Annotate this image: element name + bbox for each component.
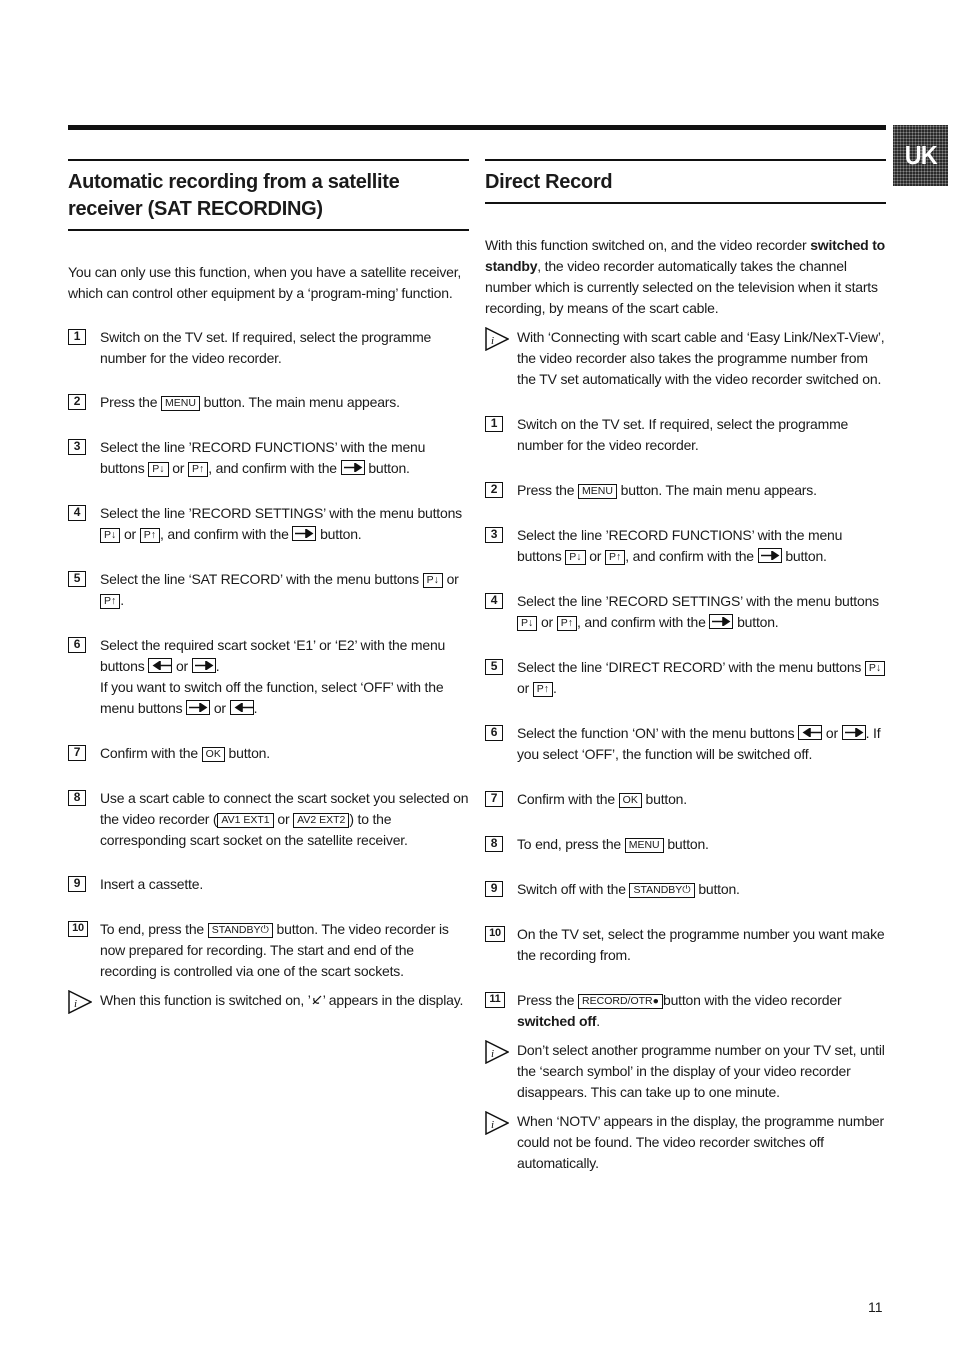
standby-key: STANDBY⏻ [208, 923, 273, 938]
right-arrow-key-icon [341, 460, 365, 475]
language-badge: UK [893, 125, 948, 186]
step-number: 1 [68, 329, 86, 345]
step-8: 8 To end, press the MENU button. [485, 834, 886, 855]
step-2: 2 Press the MENU button. The main menu appears. [485, 480, 886, 501]
step-7: 7 Confirm with the OK button. [68, 743, 469, 764]
p-down-key: P↓ [565, 550, 585, 565]
step-4: 4 Select the line ’RECORD SETTINGS’ with the menu buttons P↓ or P↑ , and confirm with the button. [485, 591, 886, 633]
section-title-block [68, 159, 469, 231]
step-10: 10 To end, press the STANDBY⏻ button. The video recorder is now prepared for recording. The start and end of the recording is controlled via one of the scart sockets. [68, 919, 469, 982]
step-2: 2 Press the MENU button. The main menu appears. [68, 392, 469, 413]
p-down-key: P↓ [148, 462, 168, 477]
right-arrow-key-icon [292, 526, 316, 541]
info-icon [485, 1111, 509, 1135]
page-number: 11 [868, 1299, 883, 1315]
step-number: 1 [485, 416, 503, 432]
svg-text:i: i [491, 1119, 494, 1131]
intro-text: You can only use this function, when you have a satellite receiver, which can control other equipment by a ‘program-ming’ function. [68, 264, 462, 301]
info-note: i With ‘Connecting with scart cable and ‘Easy Link/NexT-View’, the video recorder also takes the programme number from the TV set automatically with the video recorder switched on. [485, 327, 886, 390]
step-number: 9 [68, 876, 86, 892]
step-5: 5 Select the line ‘DIRECT RECORD’ with the menu buttons P↓ or P↑ . [485, 657, 886, 699]
info-icon [485, 1040, 509, 1064]
av1-key: AV1 EXT1 [217, 813, 273, 828]
step-9: 9 Switch off with the STANDBY⏻ button. [485, 879, 886, 900]
right-arrow-key-icon [709, 614, 733, 629]
p-down-key: P↓ [100, 528, 120, 543]
right-arrow-key-icon [186, 700, 210, 715]
info-note: i When ‘NOTV’ appears in the display, the programme number could not be found. The video recorder switches off automatically. [485, 1111, 886, 1174]
right-arrow-key-icon [758, 548, 782, 563]
step-4: 4 Select the line ’RECORD SETTINGS’ with the menu buttons P↓ or P↑ , and confirm with the button. [68, 503, 469, 545]
section-title-block [485, 159, 886, 204]
step-5: 5 Select the line ‘SAT RECORD’ with the menu buttons P↓ or P↑ . [68, 569, 469, 611]
menu-key: MENU [625, 838, 664, 853]
av2-key: AV2 EXT2 [293, 813, 349, 828]
p-up-key: P↑ [140, 528, 160, 543]
p-up-key: P↑ [605, 550, 625, 565]
step-number: 3 [68, 439, 86, 455]
step-number: 6 [68, 637, 86, 653]
right-arrow-key-icon [842, 725, 866, 740]
step-1: 1 Switch on the TV set. If required, select the programme number for the video recorder. [68, 327, 469, 369]
p-up-key: P↑ [557, 616, 577, 631]
step-number: 2 [485, 482, 503, 498]
step-7: 7 Confirm with the OK button. [485, 789, 886, 810]
sat-recording-section [68, 159, 469, 1011]
section-title: Direct Record [485, 171, 613, 193]
step-number: 3 [485, 527, 503, 543]
step-number: 4 [68, 505, 86, 521]
menu-key: MENU [578, 484, 617, 499]
step-6: 6 Select the required scart socket ‘E1’ or ‘E2’ with the menu buttons or . If you want to switch off the function, select ‘OFF’ with the menu buttons or . [68, 635, 469, 719]
left-arrow-key-icon [148, 658, 172, 673]
step-11: 11 Press the RECORD/OTR● button with the video recorder switched off. [485, 990, 886, 1032]
step-number: 7 [485, 791, 503, 807]
sat-recording-symbol-icon [311, 994, 323, 1006]
section-title: Automatic recording from a satellite receiver (SAT RECORDING) [68, 171, 400, 220]
top-rule [68, 125, 886, 130]
step-number: 5 [485, 659, 503, 675]
step-number: 7 [68, 745, 86, 761]
step-9: 9 Insert a cassette. [68, 874, 469, 895]
svg-text:i: i [74, 998, 77, 1010]
ok-key: OK [619, 793, 642, 808]
step-number: 6 [485, 725, 503, 741]
info-note: i When this function is switched on, ’ ’ appears in the display. [68, 990, 469, 1011]
step-number: 4 [485, 593, 503, 609]
step-1: 1 Switch on the TV set. If required, select the programme number for the video recorder. [485, 414, 886, 456]
intro-text: With this function switched on, and the video recorder switched to standby, the video recorder automatically takes the channel number which is currently selected on the television when it starts recording, by means of the scart cable. [485, 237, 886, 316]
info-icon [68, 990, 92, 1014]
left-arrow-key-icon [230, 700, 254, 715]
p-up-key: P↑ [533, 682, 553, 697]
ok-key: OK [202, 747, 225, 762]
step-number: 2 [68, 394, 86, 410]
step-8: 8 Use a scart cable to connect the scart socket you selected on the video recorder ( AV1 EXT1 or AV2 EXT2 ) to the corresponding scart socket on the satellite receiver. [68, 788, 469, 851]
step-number: 5 [68, 571, 86, 587]
left-arrow-key-icon [798, 725, 822, 740]
step-10: 10 On the TV set, select the programme number you want make the recording from. [485, 924, 886, 966]
step-number: 9 [485, 881, 503, 897]
step-number: 11 [485, 992, 505, 1008]
svg-text:i: i [491, 335, 494, 347]
step-number: 10 [485, 926, 505, 942]
p-up-key: P↑ [188, 462, 208, 477]
p-down-key: P↓ [865, 661, 885, 676]
p-down-key: P↓ [517, 616, 537, 631]
record-key: RECORD/OTR● [578, 994, 663, 1009]
step-number: 10 [68, 921, 88, 937]
info-icon [485, 327, 509, 351]
svg-text:i: i [491, 1048, 494, 1060]
right-arrow-key-icon [192, 658, 216, 673]
p-up-key: P↑ [100, 594, 120, 609]
info-note: i Don’t select another programme number on your TV set, until the ‘search symbol’ in the display of your video recorder disappears. This can take up to one minute. [485, 1040, 886, 1103]
menu-key: MENU [161, 396, 200, 411]
step-number: 8 [485, 836, 503, 852]
step-6: 6 Select the function ‘ON’ with the menu buttons or . If you select ‘OFF’, the function will be switched off. [485, 723, 886, 765]
standby-key: STANDBY⏻ [629, 883, 694, 898]
direct-record-section [485, 159, 886, 1174]
step-number: 8 [68, 790, 86, 806]
step-3: 3 Select the line ’RECORD FUNCTIONS’ with the menu buttons P↓ or P↑ , and confirm with the button. [485, 525, 886, 567]
step-3: 3 Select the line ’RECORD FUNCTIONS’ with the menu buttons P↓ or P↑ , and confirm with the button. [68, 437, 469, 479]
p-down-key: P↓ [423, 573, 443, 588]
